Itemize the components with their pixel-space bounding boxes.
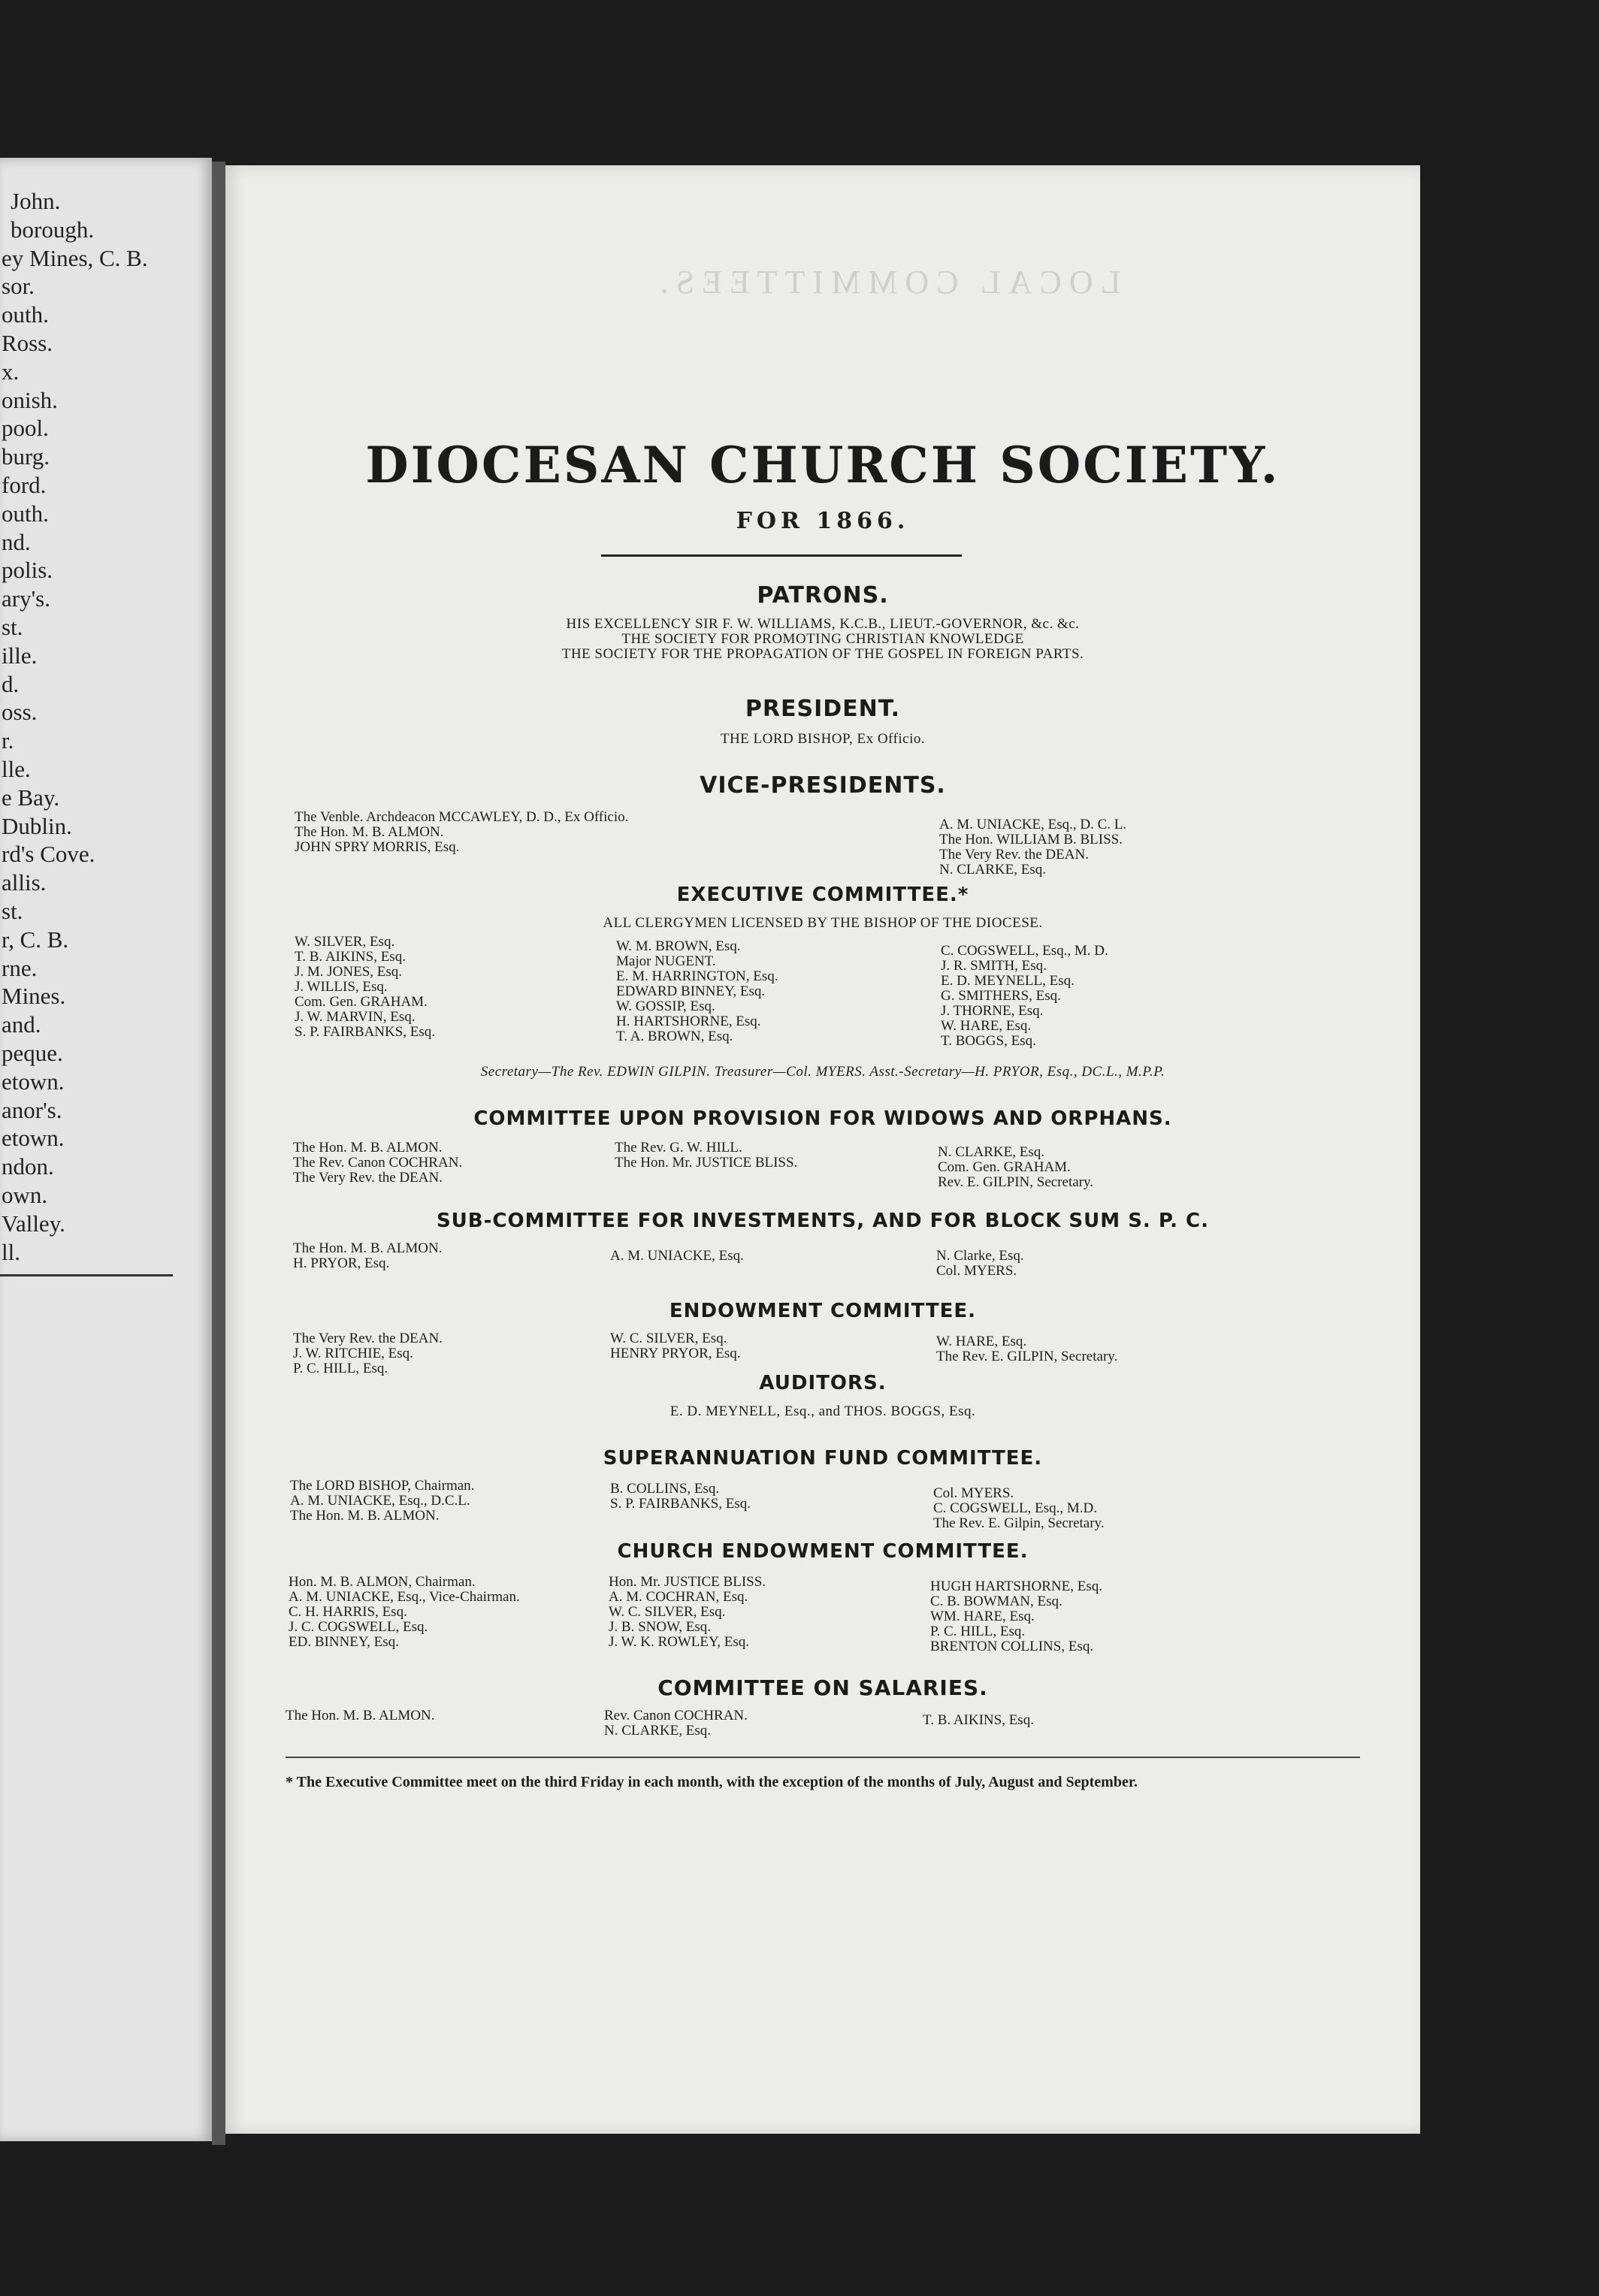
church-endowment-col-1 (289, 1575, 520, 1650)
church-endowment-col-2 (609, 1575, 766, 1650)
facing-page-fragment: anor's. (2, 1096, 62, 1123)
facing-page-fragment: etown. (2, 1068, 65, 1095)
committee-member: Com. Gen. GRAHAM. (295, 994, 428, 1010)
committee-member: T. B. AIKINS, Esq. (923, 1712, 1034, 1728)
committee-member: HENRY PRYOR, Esq. (610, 1346, 741, 1361)
committee-member: The Very Rev. the DEAN. (293, 1331, 443, 1346)
facing-page-fragment: ford. (2, 472, 47, 498)
document-page (225, 165, 1420, 2134)
facing-page-rule (0, 1274, 173, 1276)
endowment-col-1 (293, 1331, 443, 1376)
committee-member: P. C. HILL, Esq. (930, 1624, 1026, 1639)
committee-member: The Hon. M. B. ALMON. (290, 1508, 440, 1524)
widows-heading: COMMITTEE UPON PROVISION FOR WIDOWS AND ORPHANS. (473, 1107, 1172, 1130)
facing-page-fragment: ndon. (2, 1153, 54, 1180)
auditors-line: E. D. MEYNELL, Esq., and THOS. BOGGS, Esq. (670, 1403, 976, 1419)
committee-member: Col. MYERS. (933, 1485, 1014, 1501)
committee-member: E. M. HARRINGTON, Esq. (616, 968, 778, 984)
president-line: THE LORD BISHOP, Ex Officio. (720, 731, 926, 747)
committee-member: W. HARE, Esq. (941, 1018, 1032, 1034)
facing-page-fragment: ll. (2, 1238, 20, 1265)
vice-president: JOHN SPRY MORRIS, Esq. (295, 839, 460, 855)
committee-member: J. WILLIS, Esq. (295, 979, 388, 995)
facing-page-fragment: Dublin. (2, 812, 72, 839)
endowment-heading: ENDOWMENT COMMITTEE. (669, 1300, 977, 1322)
committee-member: The Rev. G. W. HILL. (615, 1140, 742, 1156)
patron-line: HIS EXCELLENCY SIR F. W. WILLIAMS, K.C.B., LIEUT.-GOVERNOR, &c. &c. (566, 616, 1080, 632)
title-divider (601, 554, 962, 557)
church-endowment-heading: CHURCH ENDOWMENT COMMITTEE. (617, 1540, 1029, 1563)
salaries-col-2 (604, 1708, 748, 1739)
committee-member: The Hon. M. B. ALMON. (286, 1708, 435, 1724)
vice-president: A. M. UNIACKE, Esq., D. C. L. (939, 817, 1127, 832)
facing-page-fragment: John. (11, 188, 61, 214)
committee-member: W. GOSSIP, Esq. (616, 998, 715, 1014)
facing-page-fragment: e Bay. (2, 784, 60, 811)
facing-page-fragment: d. (2, 670, 20, 697)
committee-member: The Rev. Canon COCHRAN. (293, 1155, 463, 1171)
facing-page-fragment: polis. (2, 557, 53, 584)
patron-line: THE SOCIETY FOR THE PROPAGATION OF THE GOSPEL IN FOREIGN PARTS. (561, 646, 1084, 662)
facing-page-fragment: x. (2, 358, 20, 385)
facing-page-fragment: Mines. (2, 983, 66, 1010)
vice-presidents-left (295, 810, 628, 855)
facing-page-fragment: Ross. (2, 330, 53, 356)
facing-page-fragment: rne. (2, 954, 38, 981)
patrons-heading: PATRONS. (757, 582, 889, 609)
committee-member: C. COGSWELL, Esq., M.D. (933, 1500, 1097, 1516)
facing-page-fragment: etown. (2, 1125, 65, 1152)
committee-member: N. CLARKE, Esq. (604, 1723, 711, 1739)
facing-page-fragment: nd. (2, 528, 31, 555)
committee-member: The LORD BISHOP, Chairman. (290, 1478, 475, 1494)
vice-president: The Very Rev. the DEAN. (939, 847, 1089, 863)
committee-member: ED. BINNEY, Esq. (289, 1634, 399, 1650)
committee-member: The Very Rev. the DEAN. (293, 1170, 443, 1186)
facing-page-fragment: borough. (11, 216, 95, 243)
facing-page-fragment: lle. (2, 756, 31, 782)
committee-member: C. B. BOWMAN, Esq. (930, 1594, 1062, 1609)
footnote-divider (286, 1757, 1360, 1758)
vice-presidents-heading: VICE-PRESIDENTS. (700, 772, 946, 799)
committee-member: J. W. K. ROWLEY, Esq. (609, 1634, 750, 1650)
committee-member: J. W. MARVIN, Esq. (295, 1009, 416, 1025)
superannuation-col-2 (610, 1482, 751, 1512)
facing-page-fragment: ille. (2, 642, 38, 669)
committee-member: Col. MYERS. (936, 1263, 1017, 1279)
facing-page-fragment: onish. (2, 386, 58, 413)
committee-member: J. B. SNOW, Esq. (609, 1619, 712, 1635)
investments-col-3 (936, 1249, 1024, 1279)
committee-member: The Rev. E. Gilpin, Secretary. (933, 1515, 1105, 1531)
superannuation-heading: SUPERANNUATION FUND COMMITTEE. (603, 1447, 1043, 1470)
patron-line: THE SOCIETY FOR PROMOTING CHRISTIAN KNOWLEDGE (621, 631, 1024, 647)
committee-member: The Hon. M. B. ALMON. (293, 1240, 443, 1256)
salaries-col-3 (923, 1713, 1034, 1728)
bleed-through-header: LOCAL COMMITTEES. (652, 264, 1121, 301)
president-heading: PRESIDENT. (745, 696, 901, 722)
committee-member: W. HARE, Esq. (936, 1334, 1027, 1349)
auditors-heading: AUDITORS. (759, 1372, 887, 1394)
vice-president: N. CLARKE, Esq. (939, 862, 1046, 878)
committee-member: W. SILVER, Esq. (295, 934, 395, 950)
committee-member: H. PRYOR, Esq. (293, 1255, 390, 1271)
committee-member: S. P. FAIRBANKS, Esq. (610, 1496, 751, 1512)
executive-col-2 (616, 939, 778, 1044)
facing-page-fragment: ary's. (2, 585, 50, 612)
facing-page-fragment: oss. (2, 699, 38, 726)
facing-page-fragment: own. (2, 1182, 48, 1208)
facing-page-fragment: outh. (2, 301, 49, 328)
committee-member: BRENTON COLLINS, Esq. (930, 1639, 1094, 1654)
executive-col-3 (941, 944, 1108, 1049)
facing-page-fragment: pool. (2, 415, 49, 442)
salaries-heading: COMMITTEE ON SALARIES. (657, 1675, 988, 1700)
facing-page-fragment: sor. (2, 273, 35, 300)
committee-member: W. M. BROWN, Esq. (616, 938, 741, 954)
committee-member: C. H. HARRIS, Esq. (289, 1604, 407, 1620)
committee-member: A. M. UNIACKE, Esq., Vice-Chairman. (289, 1589, 520, 1605)
page-year: FOR 1866. (736, 508, 910, 534)
committee-member: B. COLLINS, Esq. (610, 1481, 720, 1497)
book-gutter (212, 162, 225, 2145)
committee-member: G. SMITHERS, Esq. (941, 988, 1061, 1004)
executive-subline: ALL CLERGYMEN LICENSED BY THE BISHOP OF THE DIOCESE. (603, 915, 1043, 931)
investments-heading: SUB-COMMITTEE FOR INVESTMENTS, AND FOR BLOCK SUM S. P. C. (436, 1210, 1210, 1232)
vice-president: The Venble. Archdeacon MCCAWLEY, D. D., Ex Officio. (295, 809, 629, 825)
facing-page (0, 158, 212, 2141)
committee-member: N. Clarke, Esq. (936, 1248, 1024, 1264)
committee-member: EDWARD BINNEY, Esq. (616, 983, 766, 999)
committee-member: J. THORNE, Esq. (941, 1003, 1044, 1019)
vice-president: The Hon. WILLIAM B. BLISS. (939, 832, 1123, 847)
facing-page-fragment: st. (2, 898, 23, 924)
vice-president: The Hon. M. B. ALMON. (295, 824, 444, 840)
committee-member: W. C. SILVER, Esq. (609, 1604, 726, 1620)
footnote: * The Executive Committee meet on the third Friday in each month, with the exception of the months of July, August and September. (286, 1774, 1138, 1790)
facing-page-fragment: peque. (2, 1040, 63, 1066)
facing-page-fragment: allis. (2, 869, 47, 896)
page-title: DIOCESAN CHURCH SOCIETY. (365, 436, 1280, 494)
executive-officers: Secretary—The Rev. EDWIN GILPIN. Treasurer—Col. MYERS. Asst.-Secretary—H. PRYOR, Esq., DC.L., M.P.P. (480, 1064, 1165, 1080)
committee-member: The Hon. M. B. ALMON. (293, 1140, 443, 1156)
committee-member: T. BOGGS, Esq. (941, 1033, 1036, 1049)
committee-member: J. W. RITCHIE, Esq. (293, 1346, 413, 1361)
superannuation-col-1 (290, 1479, 474, 1524)
committee-member: Hon. M. B. ALMON, Chairman. (289, 1574, 476, 1590)
committee-member: J. R. SMITH, Esq. (941, 958, 1047, 974)
committee-member: WM. HARE, Esq. (930, 1609, 1035, 1624)
executive-col-1 (295, 935, 435, 1040)
vice-presidents-right (939, 817, 1126, 878)
committee-member: T. A. BROWN, Esq. (616, 1029, 733, 1044)
committee-member: Com. Gen. GRAHAM. (938, 1159, 1071, 1175)
committee-member: The Rev. E. GILPIN, Secretary. (936, 1349, 1118, 1364)
committee-member: Hon. Mr. JUSTICE BLISS. (609, 1574, 766, 1590)
facing-page-fragment: and. (2, 1011, 41, 1038)
executive-heading: EXECUTIVE COMMITTEE.* (676, 884, 969, 906)
facing-page-fragment: r. (2, 727, 14, 754)
facing-page-fragment: st. (2, 614, 23, 640)
facing-page-fragment: outh. (2, 500, 49, 527)
facing-page-fragment: Valley. (2, 1210, 65, 1237)
widows-col-3 (938, 1145, 1093, 1190)
widows-col-2 (615, 1140, 797, 1171)
committee-member: T. B. AIKINS, Esq. (295, 949, 406, 965)
committee-member: J. C. COGSWELL, Esq. (289, 1619, 428, 1635)
investments-col-2 (610, 1249, 744, 1264)
committee-member: J. M. JONES, Esq. (295, 964, 403, 980)
salaries-col-1 (286, 1708, 434, 1724)
endowment-col-2 (610, 1331, 741, 1361)
superannuation-col-3 (933, 1486, 1105, 1531)
committee-member: W. C. SILVER, Esq. (610, 1331, 727, 1346)
committee-member: H. HARTSHORNE, Esq. (616, 1014, 761, 1029)
facing-page-fragment: r, C. B. (2, 926, 69, 953)
committee-member: A. M. UNIACKE, Esq., D.C.L. (290, 1493, 470, 1509)
committee-member: A. M. UNIACKE, Esq. (610, 1248, 744, 1264)
committee-member: P. C. HILL, Esq. (293, 1361, 388, 1376)
committee-member: C. COGSWELL, Esq., M. D. (941, 943, 1108, 959)
committee-member: S. P. FAIRBANKS, Esq. (295, 1024, 436, 1040)
committee-member: N. CLARKE, Esq. (938, 1144, 1044, 1160)
committee-member: A. M. COCHRAN, Esq. (609, 1589, 748, 1605)
church-endowment-col-3 (930, 1579, 1102, 1654)
committee-member: HUGH HARTSHORNE, Esq. (930, 1578, 1102, 1594)
facing-page-fragment: rd's Cove. (2, 841, 95, 868)
investments-col-1 (293, 1241, 442, 1271)
facing-page-fragment: burg. (2, 443, 50, 470)
committee-member: Rev. Canon COCHRAN. (604, 1708, 748, 1724)
committee-member: Rev. E. GILPIN, Secretary. (938, 1174, 1093, 1190)
facing-page-fragment: ey Mines, C. B. (2, 244, 148, 271)
committee-member: The Hon. Mr. JUSTICE BLISS. (615, 1155, 798, 1171)
widows-col-1 (293, 1140, 462, 1186)
committee-member: Major NUGENT. (616, 953, 716, 969)
committee-member: E. D. MEYNELL, Esq. (941, 973, 1075, 989)
endowment-col-3 (936, 1334, 1117, 1364)
